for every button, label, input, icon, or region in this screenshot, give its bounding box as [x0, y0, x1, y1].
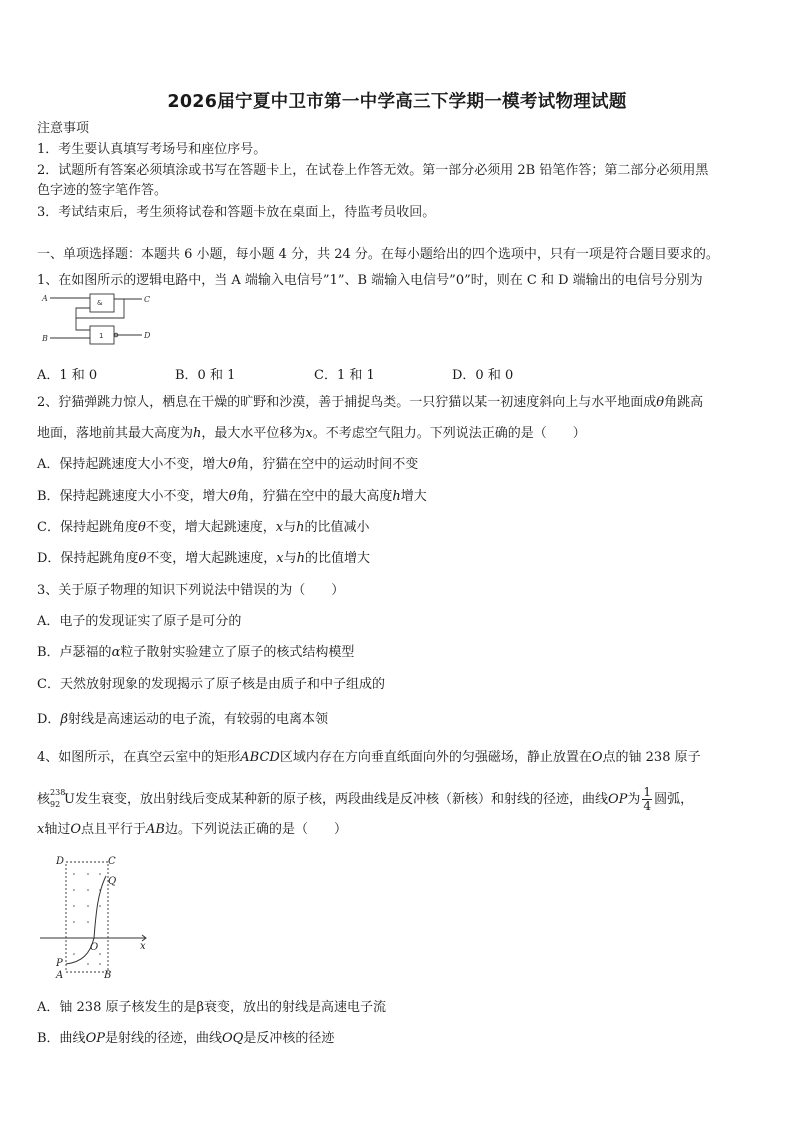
- notice-heading: 注意事项: [37, 121, 90, 136]
- q4-text: 轴过: [44, 822, 71, 837]
- q1-option-a[interactable]: A．1 和 0: [37, 368, 98, 383]
- q4-stem-line-3: [37, 822, 347, 838]
- q2-opt-text: C．保持起跳角度: [37, 520, 138, 535]
- q2-option-c[interactable]: [37, 520, 370, 536]
- q2-opt-text: 与: [283, 551, 297, 566]
- mass-number: 238: [50, 788, 66, 797]
- q3-option-b[interactable]: [37, 645, 354, 661]
- q2-opt-text: D．保持起跳角度: [37, 551, 139, 566]
- h-symbol: h: [193, 426, 202, 441]
- q2-option-d[interactable]: [37, 551, 370, 567]
- q2-opt-text: 不变，增大起跳速度，: [146, 551, 277, 566]
- q2-opt-text: 的比值增大: [305, 551, 371, 566]
- q4-text: 点的铀 238 原子: [602, 750, 701, 765]
- q2-text: 。不考虑空气阻力。下列说法正确的是（ ）: [312, 426, 586, 441]
- q2-opt-text: 的比值减小: [304, 520, 370, 535]
- track-oq: [94, 876, 106, 938]
- field-region-abcd: [66, 862, 108, 972]
- label-x: x: [140, 941, 146, 952]
- q1-stem: 1、在如图所示的逻辑电路中，当 A 端输入电信号”1”、B 端输入电信号”0”时，则在 C 和 D 端输出的电信号分别为: [37, 273, 703, 288]
- logic-circuit-figure: [40, 290, 160, 352]
- x-symbol: x: [276, 551, 284, 566]
- h-symbol: h: [296, 551, 306, 566]
- q2-text: 地面，落地前其最大高度为: [37, 426, 194, 441]
- q2-stem-line-1: [37, 395, 703, 411]
- theta-symbol: θ: [228, 457, 237, 472]
- label-b: B: [104, 970, 112, 981]
- theta-symbol: θ: [138, 551, 147, 566]
- q2-opt-text: 增大: [400, 489, 427, 504]
- oq-label: OQ: [221, 1031, 244, 1046]
- h-symbol: h: [296, 520, 305, 535]
- theta-symbol: θ: [137, 520, 146, 535]
- ab-label: AB: [146, 822, 165, 837]
- cloud-chamber-figure: [38, 852, 158, 984]
- label-c: C: [108, 856, 116, 867]
- q2-text: ，最大水平位移为: [201, 426, 306, 441]
- q3-opt-text: D．: [37, 712, 61, 727]
- q3-opt-text: 射线是高速运动的电子流，有较弱的电离本领: [67, 712, 328, 727]
- q1-option-d[interactable]: D．0 和 0: [452, 368, 514, 383]
- abcd-label: ABCD: [240, 750, 280, 765]
- label-c: C: [144, 295, 151, 304]
- label-d: D: [56, 856, 65, 867]
- fraction-numerator: 1: [643, 785, 652, 799]
- not-symbol: 1: [99, 332, 104, 340]
- q4-opt-text: 是射线的径迹，曲线: [104, 1031, 222, 1046]
- q4-text: 点且平行于: [81, 822, 147, 837]
- q2-text: 角跳高: [664, 395, 704, 410]
- q3-opt-text: B．卢瑟福的: [37, 645, 112, 660]
- label-p: P: [56, 958, 63, 969]
- q1-option-c[interactable]: C．1 和 1: [314, 368, 375, 383]
- q1-option-b[interactable]: B．0 和 1: [175, 368, 236, 383]
- notice-item-2-line-2: 色字迹的签字笔作答。: [37, 183, 168, 198]
- q2-text: 2、狞猫弹跳力惊人，栖息在干燥的旷野和沙漠，善于捕捉鸟类。一只狞猫以某一初速度斜向上与水平地面成: [37, 395, 657, 410]
- label-b: B: [42, 334, 48, 343]
- quarter-fraction: [642, 786, 652, 813]
- q4-text: 圆弧，: [654, 792, 694, 807]
- notice-item-1: 1．考生要认真填写考场号和座位序号。: [37, 142, 267, 157]
- q4-text: 为: [627, 792, 641, 807]
- uranium-symbol: U: [64, 792, 75, 807]
- q2-opt-text: 角，狞猫在空中的运动时间不变: [236, 457, 419, 472]
- fraction-denominator: 4: [643, 799, 652, 813]
- o-label: O: [70, 822, 82, 837]
- q2-option-a[interactable]: [37, 457, 418, 473]
- h-symbol: h: [392, 489, 401, 504]
- and-symbol: &: [97, 299, 103, 307]
- section-heading: 一、单项选择题：本题共 6 小题，每小题 4 分，共 24 分。在每小题给出的四个选项中，只有一项是符合题目要求的。: [37, 247, 719, 262]
- q3-option-d[interactable]: [37, 712, 328, 728]
- label-a: A: [42, 294, 48, 303]
- beta-symbol: β: [60, 712, 68, 727]
- theta-symbol: θ: [656, 395, 665, 410]
- uranium-nuclide: [50, 788, 66, 809]
- q2-stem-line-2: [37, 426, 586, 442]
- q4-opt-text: 是反冲核的径迹: [243, 1031, 335, 1046]
- not-input-wire: [76, 318, 90, 330]
- q3-stem: 3、关于原子物理的知识下列说法中错误的为（ ）: [37, 583, 345, 598]
- x-axis-label: x: [37, 822, 45, 837]
- q4-opt-text: B．曲线: [37, 1031, 86, 1046]
- alpha-symbol: α: [111, 645, 121, 660]
- o-label: O: [591, 750, 603, 765]
- q2-option-b[interactable]: [37, 489, 427, 505]
- label-o: O: [90, 942, 99, 953]
- q3-option-a[interactable]: A．电子的发现证实了原子是可分的: [37, 614, 242, 629]
- op-label: OP: [85, 1031, 105, 1046]
- q4-text: 发生衰变，放出射线后变成某种新的原子核，两段曲线是反冲核（新核）和射线的径迹，曲线: [74, 792, 608, 807]
- op-label: OP: [608, 792, 628, 807]
- atomic-number: 92: [50, 800, 61, 809]
- q4-option-b[interactable]: [37, 1031, 334, 1047]
- q2-opt-text: B．保持起跳速度大小不变，增大: [37, 489, 229, 504]
- q3-option-c[interactable]: C．天然放射现象的发现揭示了原子核是由质子和中子组成的: [37, 677, 385, 692]
- q4-text: 4、如图所示，在真空云室中的矩形: [37, 750, 241, 765]
- label-d: D: [144, 331, 151, 340]
- notice-item-3: 3．考试结束后，考生须将试卷和答题卡放在桌面上，待监考员收回。: [37, 205, 436, 220]
- q4-stem-line-1: [37, 750, 701, 766]
- label-q: Q: [108, 876, 117, 887]
- theta-symbol: θ: [228, 489, 237, 504]
- q4-stem-line-2: [37, 786, 693, 813]
- q3-opt-text: 粒子散射实验建立了原子的核式结构模型: [120, 645, 355, 660]
- label-a: A: [56, 970, 64, 981]
- q2-opt-text: A．保持起跳速度大小不变，增大: [37, 457, 229, 472]
- q4-text: 核: [37, 792, 51, 807]
- q4-text: 边。下列说法正确的是（ ）: [165, 822, 348, 837]
- q4-text: 区域内存在方向垂直纸面向外的匀强磁场，静止放置在: [279, 750, 592, 765]
- q2-opt-text: 与: [283, 520, 297, 535]
- q2-opt-text: 不变，增大起跳速度，: [145, 520, 276, 535]
- q4-option-a[interactable]: A．铀 238 原子核发生的是β衰变，放出的射线是高速电子流: [37, 1000, 386, 1015]
- page-title: 2026届宁夏中卫市第一中学高三下学期一模考试物理试题: [167, 92, 627, 112]
- notice-item-2-line-1: 2．试题所有答案必须填涂或书写在答题卡上，在试卷上作答无效。第一部分必须用 2B 铅笔作答；第二部分必须用黑: [37, 163, 709, 178]
- q2-opt-text: 角，狞猫在空中的最大高度: [236, 489, 393, 504]
- x-symbol: x: [275, 520, 284, 535]
- x-symbol: x: [305, 426, 313, 441]
